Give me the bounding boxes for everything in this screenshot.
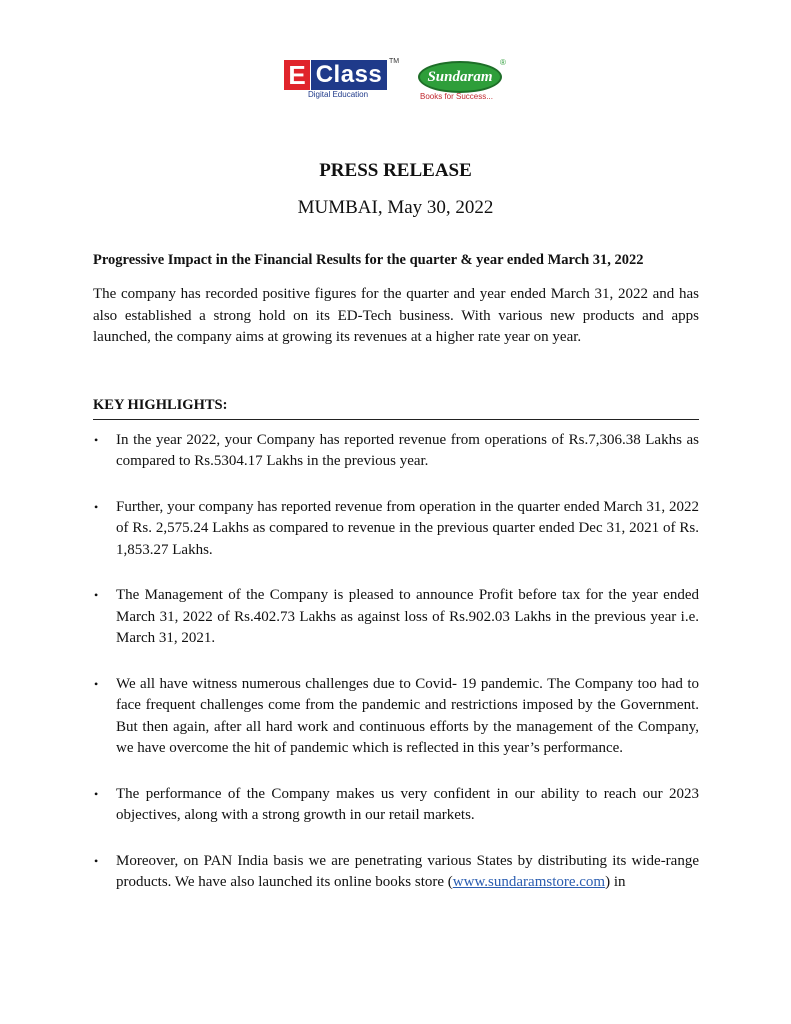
list-item-text-before-link: Moreover, on PAN India basis we are penetrating various States by distributing its wide-range products. We have also launched its online books store (: [116, 852, 699, 890]
intro-paragraph: The company has recorded positive figures for the quarter and year ended March 31, 2022 and has also established a strong hold on its ED-Tech business. With various new products and apps launched, the company aims at growing its revenues at a higher rate year on year.: [93, 286, 699, 345]
bullet-icon: •: [94, 432, 99, 447]
key-highlights-heading: KEY HIGHLIGHTS:: [93, 395, 699, 420]
list-item: [93, 851, 699, 894]
bullet-icon: •: [94, 853, 99, 868]
list-item: [93, 585, 699, 650]
list-item-text: Further, your company has reported revenue from operation in the quarter ended March 31, 2022 of Rs. 2,575.24 Lakhs as compared to revenue in the previous quarter ended Dec 31, 2021 of Rs. 1,853.27 Lakhs.: [116, 498, 699, 558]
eclass-logo-mark: [284, 60, 388, 90]
list-item-text: The performance of the Company makes us very confident in our ability to reach our 2023 objectives, along with a strong growth in our retail markets.: [116, 785, 699, 823]
dateline: MUMBAI, May 30, 2022: [297, 197, 494, 218]
sundaramstore-link[interactable]: www.sundaramstore.com: [452, 874, 606, 890]
list-item-text: In the year 2022, your Company has reported revenue from operations of Rs.7,306.38 Lakhs as compared to Rs.5304.17 Lakhs in the previous year.: [116, 431, 699, 469]
list-item-text-after-link: ) in: [605, 874, 626, 890]
list-item: [93, 674, 699, 760]
eclass-tagline: Digital Education: [308, 90, 369, 99]
section-subheading: Progressive Impact in the Financial Results for the quarter & year ended March 31, 2022: [93, 252, 644, 268]
sundaram-tagline: Books for Success...: [420, 92, 493, 101]
release-body: [93, 250, 699, 918]
sundaram-registered-mark: ®: [500, 58, 506, 67]
bullet-icon: •: [94, 499, 99, 514]
eclass-logo-e: E: [284, 60, 310, 90]
eclass-trademark: TM: [389, 58, 400, 65]
bullet-icon: •: [94, 588, 99, 602]
bullet-icon: •: [94, 676, 99, 691]
list-item: [93, 784, 699, 827]
eclass-logo-word: Class: [311, 60, 387, 90]
eclass-logo: [282, 58, 398, 102]
list-item-text: We all have witness numerous challenges due to Covid- 19 pandemic. The Company too had to face frequent challenges come from the pandemic and restrictions imposed by the Government. But then again, after all hard work and continuous efforts by the management of the Company, we have overcome the hit of pandemic which is reflected in this year’s performance.: [116, 675, 699, 756]
logo-bar: [282, 58, 522, 106]
page-title: PRESS RELEASE: [319, 160, 472, 181]
list-item-text: The Management of the Company is pleased to announce Profit before tax for the year ended March 31, 2022 of Rs.402.73 Lakhs as against loss of Rs.902.03 Lakhs in the previous year i.e. March 31, 2021.: [116, 587, 699, 646]
list-item: [93, 497, 699, 562]
highlights-list: [93, 430, 699, 894]
sundaram-logo: [414, 58, 524, 104]
bullet-icon: •: [94, 786, 99, 801]
sundaram-logo-name: Sundaram: [418, 61, 502, 93]
list-item: [93, 430, 699, 473]
